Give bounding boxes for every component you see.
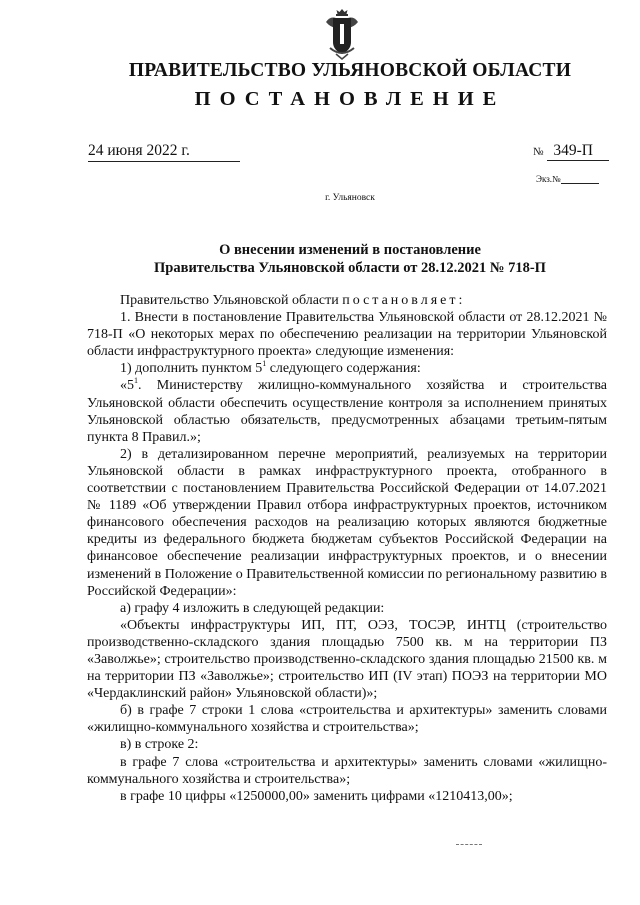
paragraph-3 (87, 377, 607, 445)
paragraph-10: в графе 10 цифры «1250000,00» заменить цифрами «1210413,00»; (120, 788, 513, 804)
coat-of-arms-icon (322, 8, 362, 60)
document-number (533, 142, 609, 161)
paragraph-2 (87, 360, 607, 377)
paragraph-7: б) в графе 7 строки 1 слова «строительства и архитектуры» заменить словами «жилищно-коммунального хозяйства и строительства»; (87, 703, 607, 736)
page-continuation-mark (456, 844, 482, 845)
copy-number-line (561, 183, 599, 184)
paragraph-9: в графе 7 слова «строительства и архитектуры» заменить словами «жилищно-коммунального хозяйства и строительства»; (87, 754, 607, 787)
paragraph-2-text-a: 1) дополнить пунктом 5 (120, 361, 263, 377)
intro-decree-word: постановляет: (342, 293, 466, 308)
paragraph-3-text-b: . Министерству жилищно-коммунального хозяйства и строительства Ульяновской области обеспечить осуществление контроля за исполнением принятых Ульяновской областью обязательств, предусмотренных абзацами третьим-пятым пункта 8 Правил.»; (87, 378, 607, 445)
paragraph-5: а) графу 4 изложить в следующей редакции: (120, 600, 385, 616)
intro-paragraph (87, 292, 607, 309)
number-value: 349-П (547, 142, 609, 161)
paragraph-1: 1. Внести в постановление Правительства Ульяновской области от 28.12.2021 № 718-П «О некоторых мерах по обеспечению реализации на территории Ульяновской области инфраструктурного проекта» следующие изменения: (87, 310, 607, 360)
government-title: ПРАВИТЕЛЬСТВО УЛЬЯНОВСКОЙ ОБЛАСТИ (128, 60, 572, 81)
intro-text: Правительство Ульяновской области (120, 293, 343, 308)
document-subject (118, 241, 582, 277)
paragraph-6: «Объекты инфраструктуры ИП, ПТ, ОЭЗ, ТОСЭР, ИНТЦ (строительство производственно-складского здания площадью 7500 кв. м на территории ПЗ «Заволжье»; строительство производственно-складского здания площадью 21500 кв. м на территории ПЗ «Заволжье»; строительство ИП (IV этап) ПОЭЗ на территории МО «Чердаклинский район» Ульяновской области)»; (87, 617, 607, 702)
paragraph-4: 2) в детализированном перечне мероприятий, реализуемых на территории Ульяновской области в рамках инфраструктурного проекта, отобранного в соответствии с постановлением Правительства Российской Федерации от 14.07.2021 № 1189 «Об утверждении Правил отбора инфраструктурных проектов, источником финансового обеспечения расходов на реализацию которых являются бюджетные кредиты из федерального бюджета бюджетам субъектов Российской Федерации на финансовое обеспечение реализации инфраструктурных проектов, и о внесении изменений в Положение о Правительственной комиссии по региональному развитию в Российской Федерации»: (87, 446, 607, 599)
subject-line-2: Правительства Ульяновской области от 28.12.2021 № 718-П (154, 260, 546, 276)
subject-line-1: О внесении изменений в постановление (219, 242, 481, 258)
paragraph-3-text-a: «5 (120, 378, 134, 394)
number-label: № (533, 146, 544, 158)
document-type: ПОСТАНОВЛЕНИЕ (194, 88, 506, 110)
paragraph-2-superscript: 1 (262, 359, 267, 369)
paragraph-2-text-b: следующего содержания: (266, 361, 421, 377)
copy-number (536, 174, 599, 184)
city: г. Ульяновск (325, 193, 375, 203)
paragraph-8: в) в строке 2: (120, 737, 199, 753)
copy-label: Экз.№ (536, 174, 561, 184)
document-date: 24 июня 2022 г. (88, 142, 240, 162)
document-body (87, 292, 607, 805)
paragraph-3-superscript: 1 (134, 376, 138, 386)
